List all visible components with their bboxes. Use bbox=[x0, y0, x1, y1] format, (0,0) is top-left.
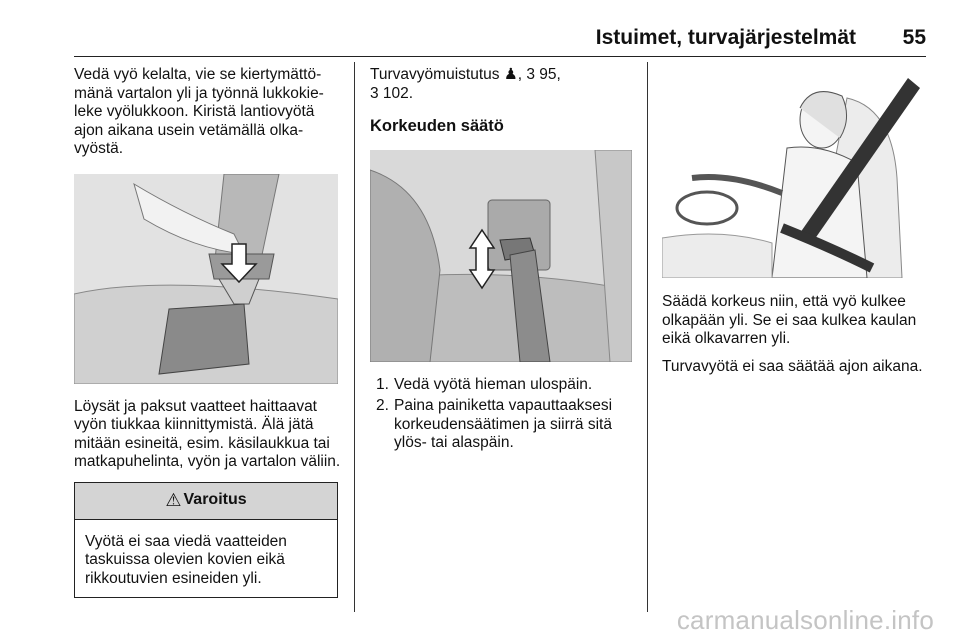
position-note-text: Säädä korkeus niin, että vyö kulkee olkapään yli. Se ei saa kulkea kaulan eikä olkavarren yli. bbox=[662, 293, 917, 347]
adjust-steps bbox=[370, 376, 634, 453]
belt-position-illustration bbox=[662, 68, 926, 278]
column-right bbox=[662, 66, 926, 376]
no-adjust-driving-text: Turvavyötä ei saa säätää ajon aikana. bbox=[662, 357, 923, 375]
list-item: 1. Vedä vyötä hieman ulospäin. bbox=[376, 375, 593, 393]
list-item: 2. Paina painiketta vapauttaaksesi korkeudensäätimen ja siirrä sitä ylös- tai alaspäin. bbox=[376, 397, 613, 451]
column-middle bbox=[370, 66, 634, 453]
section-title: Istuimet, turvajärjestelmät bbox=[595, 26, 856, 49]
warning-text: Vyötä ei saa viedä vaatteiden taskuissa olevien kovien eikä rikkoutuvien esineiden yli. bbox=[85, 532, 287, 587]
column-divider bbox=[647, 62, 648, 612]
warning-icon: ⚠ bbox=[165, 490, 182, 511]
page-number: 55 bbox=[902, 26, 926, 49]
warning-header bbox=[75, 483, 337, 520]
buckle-instructions-text: Vedä vyö kelalta, vie se kiertymättö-mänä vartalon yli ja työnnä lukkokie-leke vyölukkoon. Kiristä lantiovyötä ajon aikana usein vetämällä olka-vyöstä. bbox=[74, 66, 324, 157]
warning-title: Varoitus bbox=[183, 491, 247, 509]
reminder-refs: , 3 95, bbox=[517, 66, 561, 83]
column-left bbox=[74, 66, 344, 598]
buckle-illustration bbox=[74, 174, 338, 384]
warning-box bbox=[74, 482, 338, 599]
seatbelt-reminder-icon: ♟ bbox=[503, 66, 518, 83]
site-watermark: carmanualsonline.info bbox=[676, 605, 934, 635]
reminder-text: Turvavyömuistutus bbox=[370, 66, 500, 83]
page-header bbox=[74, 22, 926, 57]
clothing-note-text: Löysät ja paksut vaatteet haittaavat vyön tiukkaa kiinnittymistä. Älä jätä mitään esineitä, esim. käsilaukkua tai matkapuhelinta, vyön ja vartalon väliin. bbox=[74, 397, 341, 470]
column-divider bbox=[354, 62, 355, 612]
reminder-ref2: 3 102. bbox=[370, 84, 414, 102]
reminder-reference bbox=[370, 66, 634, 103]
height-adjuster-illustration bbox=[370, 150, 632, 362]
height-adjust-heading: Korkeuden säätö bbox=[370, 117, 504, 135]
